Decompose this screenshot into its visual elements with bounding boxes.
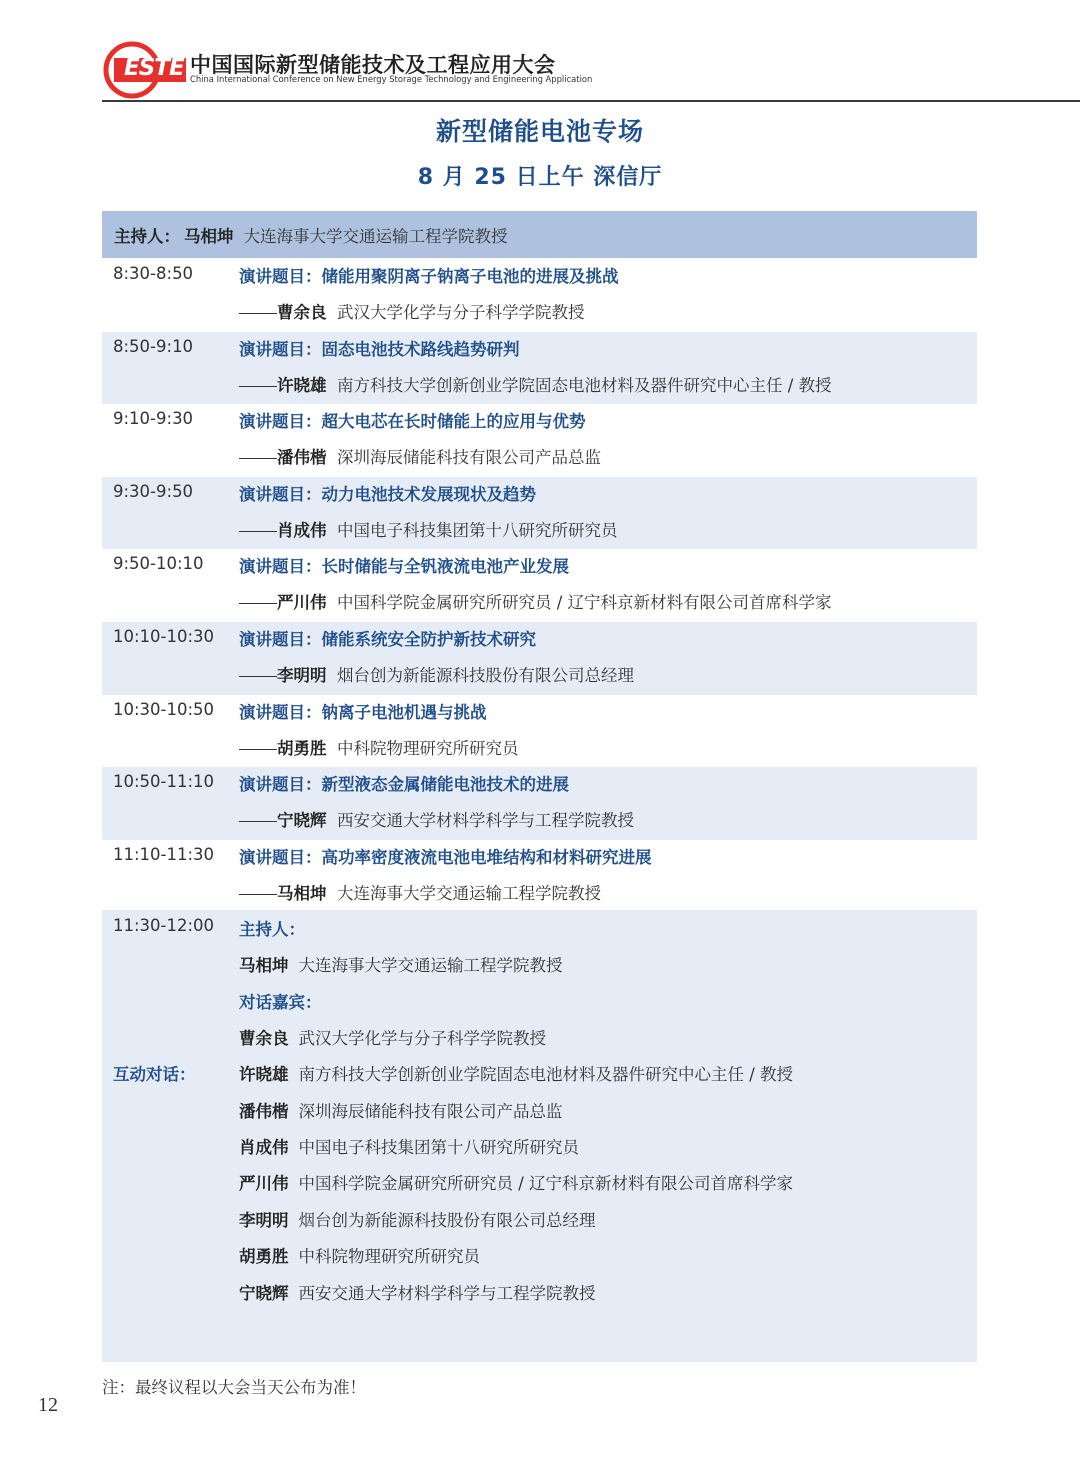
schedule-row [102,259,977,332]
speaker-affiliation: 深圳海辰储能科技有限公司产品总监 [337,448,601,468]
dialog-guest [239,1170,793,1194]
row-time: 9:50-10:10 [113,554,204,574]
header-divider [102,100,1080,102]
guest-affiliation: 中国科学院金属研究所研究员 / 辽宁科京新材料有限公司首席科学家 [298,1174,794,1193]
speaker-affiliation: 南方科技大学创新创业学院固态电池材料及器件研究中心主任 / 教授 [337,375,832,395]
dialog-host-affiliation: 大连海事大学交通运输工程学院教授 [298,956,563,975]
dialog-guest [239,1098,563,1122]
schedule-row [102,695,977,768]
row-topic: 演讲题目：动力电池技术发展现状及趋势 [239,484,536,504]
row-time: 8:30-8:50 [113,264,194,283]
speaker-affiliation: 武汉大学化学与分子科学学院教授 [337,303,585,322]
speaker-name: 马相坤 [277,883,327,903]
guest-affiliation: 中国电子科技集团第十八研究所研究员 [298,1138,579,1157]
row-time: 10:50-11:10 [113,772,215,792]
schedule-row [102,332,977,405]
guest-name: 曹余良 [239,1029,289,1048]
guest-affiliation: 武汉大学化学与分子科学学院教授 [298,1029,546,1048]
dialog-guest [239,1207,596,1231]
row-speaker [239,299,585,323]
page-number: 12 [38,1394,58,1416]
guest-name: 严川伟 [239,1174,289,1193]
dialog-guest [239,1134,579,1158]
schedule-row [102,840,977,913]
host-label: 主持人： [114,226,180,246]
speaker-name: 严川伟 [277,593,327,613]
dialog-host-label: 主持人： [239,920,305,939]
session-time: 8 月 25 日上午 深信厅 [417,165,663,190]
host-bar [102,211,977,258]
row-topic: 演讲题目：超大电芯在长时储能上的应用与优势 [239,412,586,432]
dash-separator [239,821,277,822]
speaker-name: 曹余良 [277,303,327,322]
guest-name: 潘伟楷 [239,1102,289,1121]
schedule-row [102,549,977,622]
dash-separator [239,313,277,314]
speaker-affiliation: 中国电子科技集团第十八研究所研究员 [337,520,618,540]
guest-name: 许晓雄 [239,1065,289,1084]
guest-affiliation: 深圳海辰储能科技有限公司产品总监 [298,1102,563,1121]
dash-separator [239,676,277,677]
speaker-affiliation: 西安交通大学材料学科学与工程学院教授 [337,811,634,831]
speaker-affiliation: 中科院物理研究所研究员 [337,738,519,758]
speaker-name: 李明明 [277,665,327,685]
host-affiliation: 大连海事大学交通运输工程学院教授 [243,226,508,246]
conference-title: 中国国际新型储能技术及工程应用大会 [190,53,556,77]
row-topic: 演讲题目：钠离子电池机遇与挑战 [239,702,487,722]
host-name: 马相坤 [184,226,234,246]
schedule-list [102,259,977,912]
dialog-time: 11:30-12:00 [113,916,215,935]
row-time: 9:10-9:30 [113,409,194,429]
speaker-name: 肖成伟 [277,520,327,540]
row-time: 9:30-9:50 [113,481,194,501]
row-topic: 演讲题目：高功率密度液流电池电堆结构和材料研究进展 [239,847,652,867]
speaker-affiliation: 中国科学院金属研究所研究员 / 辽宁科京新材料有限公司首席科学家 [337,593,832,613]
row-speaker [239,444,601,468]
dialog-guest [239,1243,480,1267]
dialog-guest [239,1061,793,1085]
dialog-label: 互动对话： [113,1065,196,1084]
speaker-name: 潘伟楷 [277,448,327,468]
dialog-guests-label: 对话嘉宾： [239,993,322,1012]
dash-separator [239,894,277,895]
dialog-guest [239,1025,546,1049]
row-speaker [239,372,832,396]
guest-name: 胡勇胜 [239,1247,289,1266]
row-time: 10:30-10:50 [113,699,215,719]
guest-affiliation: 南方科技大学创新创业学院固态电池材料及器件研究中心主任 / 教授 [298,1065,794,1084]
conference-subtitle: China International Conference on New Energy Storage Technology and Engineering Application [190,74,593,84]
schedule-row [102,767,977,840]
schedule-row [102,622,977,695]
schedule-row [102,477,977,550]
row-topic: 演讲题目：固态电池技术路线趋势研判 [239,339,520,359]
dialog-host-name: 马相坤 [239,956,289,975]
dialog-guest [239,1280,596,1304]
row-topic: 演讲题目：长时储能与全钒液流电池产业发展 [239,557,569,577]
dash-separator [239,531,277,532]
speaker-name: 胡勇胜 [277,738,327,758]
footer-note: 注：最终议程以大会当天公布为准！ [102,1378,366,1397]
row-topic: 演讲题目：储能系统安全防护新技术研究 [239,629,536,649]
guest-affiliation: 中科院物理研究所研究员 [298,1247,480,1266]
row-speaker [239,589,832,613]
conference-header [102,38,1080,102]
row-time: 10:10-10:30 [113,626,215,646]
dash-separator [239,458,277,459]
row-speaker [239,662,634,686]
este-logo [102,40,186,100]
dialog-host [239,952,563,976]
row-time: 8:50-9:10 [113,336,194,356]
dash-separator [239,386,277,387]
row-speaker [239,807,634,831]
row-topic: 演讲题目：储能用聚阴离子钠离子电池的进展及挑战 [239,267,619,286]
schedule-row [102,404,977,477]
speaker-affiliation: 烟台创为新能源科技股份有限公司总经理 [337,665,634,685]
guest-name: 李明明 [239,1211,289,1230]
session-title: 新型储能电池专场 [435,117,644,146]
row-time: 11:10-11:30 [113,844,215,864]
row-speaker [239,735,519,759]
logo-text: ESTE [124,55,184,81]
speaker-name: 许晓雄 [277,375,327,395]
interactive-dialog-block [102,910,977,1362]
row-topic: 演讲题目：新型液态金属储能电池技术的进展 [239,775,569,795]
row-speaker [239,880,601,904]
speaker-affiliation: 大连海事大学交通运输工程学院教授 [337,883,601,903]
guest-name: 宁晓辉 [239,1284,289,1303]
guest-affiliation: 西安交通大学材料学科学与工程学院教授 [298,1284,596,1303]
guest-affiliation: 烟台创为新能源科技股份有限公司总经理 [298,1211,596,1230]
dash-separator [239,603,277,604]
speaker-name: 宁晓辉 [277,811,327,831]
row-speaker [239,517,618,541]
guest-name: 肖成伟 [239,1138,289,1157]
dash-separator [239,749,277,750]
